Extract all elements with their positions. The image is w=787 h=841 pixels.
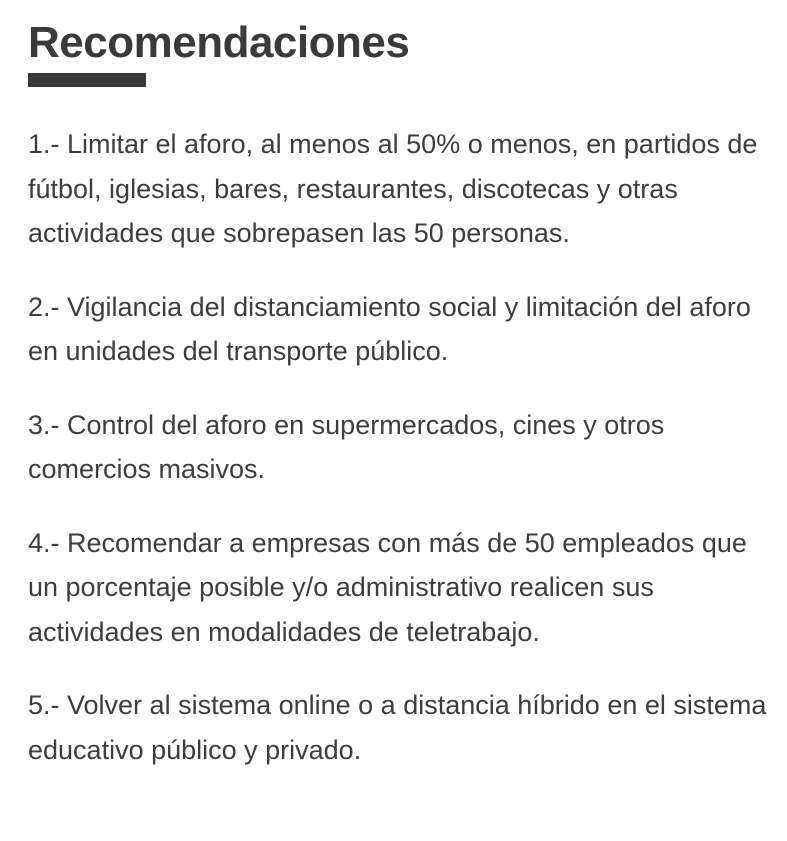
recommendation-item-4: 4.- Recomendar a empresas con más de 50 empleados que un porcentaje posible y/o administrativo realicen sus actividades en modalidades de teletrabajo. (28, 527, 747, 647)
recommendations-list (28, 122, 768, 801)
section-title: Recomendaciones (28, 18, 410, 67)
recommendation-item-2: 2.- Vigilancia del distanciamiento social y limitación del aforo en unidades del transporte público. (28, 291, 751, 366)
recommendation-item-3: 3.- Control del aforo en supermercados, cines y otros comercios masivos. (28, 409, 665, 484)
recommendation-item-5: 5.- Volver al sistema online o a distancia híbrido en el sistema educativo público y privado. (28, 690, 767, 765)
recommendation-item-1: 1.- Limitar el aforo, al menos al 50% o menos, en partidos de fútbol, iglesias, bares, restaurantes, discotecas y otras actividades que sobrepasen las 50 personas. (28, 129, 758, 248)
title-underline-bar (28, 73, 146, 87)
